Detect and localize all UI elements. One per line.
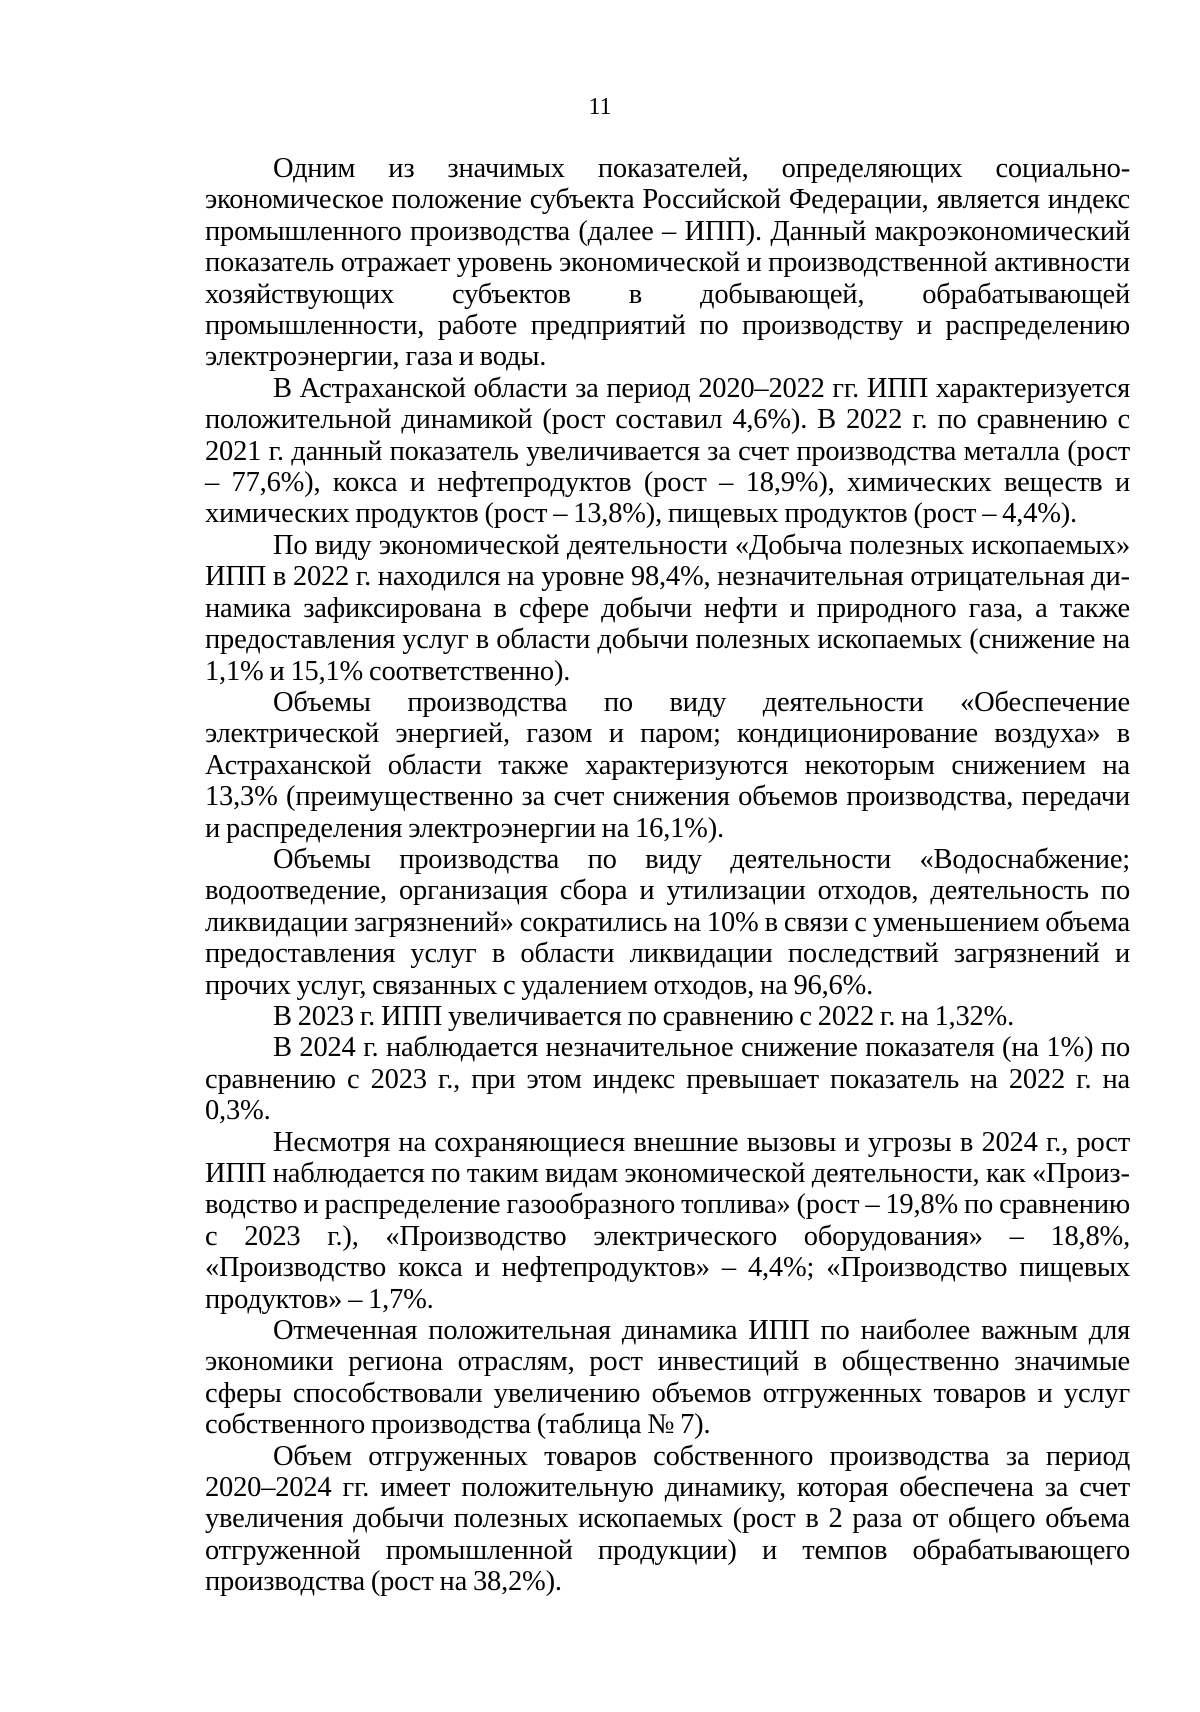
paragraph: Объемы производства по виду деятельности «Обеспечение электрической энергией, газом и паром; кондиционирование воздуха» в Астраханской области также характеризуются некоторым снижением на 13,3% (преимущественно за счет снижения объемов производства, передачи и распределения электроэнергии на 16,1%). — [205, 686, 1130, 844]
body-text — [205, 153, 1130, 1598]
paragraph: Отмеченная положительная динамика ИПП по наиболее важным для экономики региона отраслям, рост инвестиций в общественно значимые сферы способствовали увеличению объемов отгруженных товаров и услуг собственного производства (таблица № 7). — [205, 1315, 1130, 1441]
paragraph: В 2023 г. ИПП увеличивается по сравнению с 2022 г. на 1,32%. — [273, 1000, 1015, 1032]
paragraph: Объемы производства по виду деятельности «Водоснабжение; водоотведение, организация сбора и утилизации отходов, деятельность по ликвидации загрязнений» сократились на 10% в связи с уменьшением объема предоставления услуг в области ликвидации последствий загрязнений и прочих услуг, связанных с удалением отходов, на 96,6%. — [205, 843, 1130, 1001]
paragraph: В 2024 г. наблюдается незначительное снижение показателя (на 1%) по сравнению с 2023 г., при этом индекс превышает показатель на 2022 г. на 0,3%. — [205, 1032, 1130, 1127]
paragraph: По виду экономической деятельности «Добыча полезных ископаемых» ИПП в 2022 г. находился на уровне 98,4%, незначительная отрицательная динамика зафиксирована в сфере добычи нефти и природного газа, а также предоставления услуг в области добычи полезных ископаемых (снижение на 1,1% и 15,1% соответственно). — [205, 529, 1130, 687]
paragraph: В Астраханской области за период 2020–2022 гг. ИПП характеризуется положительной динамикой (рост составил 4,6%). В 2022 г. по сравнению с 2021 г. данный показатель увеличивается за счет производства металла (рост – 77,6%), кокса и нефтепродуктов (рост – 18,9%), химических веществ и химических продуктов (рост – 13,8%), пищевых продуктов (рост – 4,4%). — [205, 372, 1130, 530]
paragraph: Несмотря на сохраняющиеся внешние вызовы и угрозы в 2024 г., рост ИПП наблюдается по таким видам экономической деятельности, как «Производство и распределение газообразного топлива» (рост – 19,8% по сравнению с 2023 г.), «Производство электрического оборудования» – 18,8%, «Производство кокса и нефтепродуктов» – 4,4%; «Производство пищевых продуктов» – 1,7%. — [205, 1126, 1130, 1315]
page-number: 11 — [588, 94, 612, 120]
paragraph: Одним из значимых показателей, определяющих социально-экономическое положение субъекта Российской Федерации, является индекс промышленного производства (далее – ИПП). Данный макроэкономический показатель отражает уровень экономической и производственной активности хозяйствующих субъектов в добывающей, обрабатывающей промышленности, работе предприятий по производству и распределению электроэнергии, газа и воды. — [205, 153, 1130, 373]
paragraph: Объем отгруженных товаров собственного производства за период 2020–2024 гг. имеет положительную динамику, которая обеспечена за счет увеличения добычи полезных ископаемых (рост в 2 раза от общего объема отгруженной промышленной продукции) и темпов обрабатывающего производства (рост на 38,2%). — [205, 1440, 1130, 1598]
